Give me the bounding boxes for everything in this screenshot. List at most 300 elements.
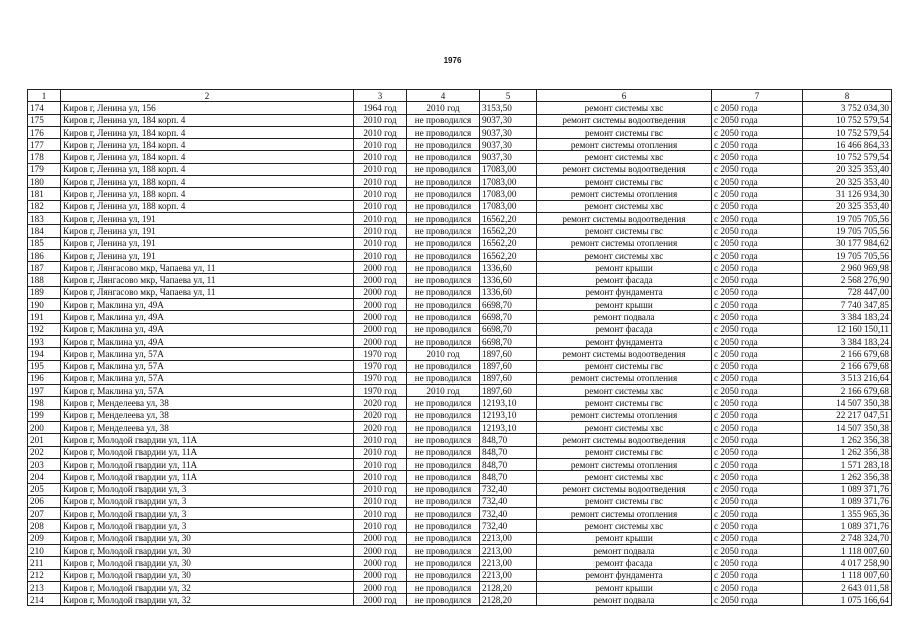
- row-number-cell: 210: [28, 544, 61, 556]
- cost-cell: 2 166 679,68: [803, 360, 892, 372]
- planned-period-cell: с 2050 года: [712, 581, 803, 593]
- row-number-cell: 204: [28, 471, 61, 483]
- table-row: [28, 471, 892, 483]
- planned-period-cell: с 2050 года: [712, 102, 803, 114]
- last-repair-cell: не проводился: [407, 311, 480, 323]
- last-repair-cell: 2010 год: [407, 102, 480, 114]
- cost-cell: 2 643 011,58: [803, 581, 892, 593]
- area-cell: 2213,00: [480, 544, 537, 556]
- last-repair-cell: не проводился: [407, 471, 480, 483]
- row-number-cell: 193: [28, 335, 61, 347]
- table-row: [28, 483, 892, 495]
- table-row: [28, 176, 892, 188]
- row-number-cell: 207: [28, 508, 61, 520]
- work-type-cell: ремонт системы хвс: [537, 102, 712, 114]
- work-type-cell: ремонт системы водоотведения: [537, 348, 712, 360]
- address-cell: Киров г, Ленина ул, 184 корп. 4: [61, 139, 354, 151]
- row-number-cell: 211: [28, 557, 61, 569]
- row-number-cell: 176: [28, 126, 61, 138]
- table-row: [28, 409, 892, 421]
- work-type-cell: ремонт системы хвс: [537, 385, 712, 397]
- last-repair-cell: не проводился: [407, 200, 480, 212]
- cost-cell: 19 705 705,56: [803, 225, 892, 237]
- table-row: [28, 139, 892, 151]
- planned-period-cell: с 2050 года: [712, 126, 803, 138]
- table-row: [28, 434, 892, 446]
- planned-period-cell: с 2050 года: [712, 360, 803, 372]
- work-type-cell: ремонт системы водоотведения: [537, 434, 712, 446]
- planned-period-cell: с 2050 года: [712, 323, 803, 335]
- address-cell: Киров г, Ленина ул, 188 корп. 4: [61, 200, 354, 212]
- row-number-cell: 177: [28, 139, 61, 151]
- row-number-cell: 213: [28, 581, 61, 593]
- area-cell: 17083,00: [480, 163, 537, 175]
- row-number-cell: 196: [28, 372, 61, 384]
- year-built-cell: 2010 год: [354, 434, 407, 446]
- planned-period-cell: с 2050 года: [712, 446, 803, 458]
- year-built-cell: 2010 год: [354, 520, 407, 532]
- year-built-cell: 2000 год: [354, 262, 407, 274]
- table-body: [28, 102, 892, 606]
- work-type-cell: ремонт системы водоотведения: [537, 163, 712, 175]
- area-cell: 732,40: [480, 495, 537, 507]
- area-cell: 848,70: [480, 446, 537, 458]
- cost-cell: 3 752 034,30: [803, 102, 892, 114]
- cost-cell: 20 325 353,40: [803, 163, 892, 175]
- row-number-cell: 202: [28, 446, 61, 458]
- table-row: [28, 581, 892, 593]
- year-built-cell: 2010 год: [354, 200, 407, 212]
- cost-cell: 2 568 276,90: [803, 274, 892, 286]
- year-built-cell: 2010 год: [354, 495, 407, 507]
- last-repair-cell: не проводился: [407, 458, 480, 470]
- work-type-cell: ремонт системы отопления: [537, 139, 712, 151]
- year-built-cell: 2010 год: [354, 151, 407, 163]
- work-type-cell: ремонт системы хвс: [537, 422, 712, 434]
- area-cell: 1897,60: [480, 360, 537, 372]
- cost-cell: 1 262 356,38: [803, 446, 892, 458]
- planned-period-cell: с 2050 года: [712, 532, 803, 544]
- year-built-cell: 2010 год: [354, 176, 407, 188]
- table-row: [28, 323, 892, 335]
- cost-cell: 3 513 216,64: [803, 372, 892, 384]
- planned-period-cell: с 2050 года: [712, 188, 803, 200]
- planned-period-cell: с 2050 года: [712, 114, 803, 126]
- planned-period-cell: с 2050 года: [712, 212, 803, 224]
- planned-period-cell: с 2050 года: [712, 422, 803, 434]
- page-number: 1976: [443, 56, 462, 65]
- last-repair-cell: не проводился: [407, 335, 480, 347]
- address-cell: Киров г, Молодой гвардии ул, 3: [61, 495, 354, 507]
- table-row: [28, 422, 892, 434]
- planned-period-cell: с 2050 года: [712, 176, 803, 188]
- last-repair-cell: не проводился: [407, 163, 480, 175]
- column-header-7: 7: [712, 90, 803, 102]
- table-row: [28, 237, 892, 249]
- table-row: [28, 225, 892, 237]
- year-built-cell: 2010 год: [354, 139, 407, 151]
- cost-cell: 1 075 166,64: [803, 594, 892, 606]
- table-row: [28, 495, 892, 507]
- year-built-cell: 2000 год: [354, 557, 407, 569]
- address-cell: Киров г, Ленина ул, 191: [61, 212, 354, 224]
- last-repair-cell: не проводился: [407, 237, 480, 249]
- planned-period-cell: с 2050 года: [712, 434, 803, 446]
- planned-period-cell: с 2050 года: [712, 495, 803, 507]
- planned-period-cell: с 2050 года: [712, 200, 803, 212]
- last-repair-cell: 2010 год: [407, 348, 480, 360]
- planned-period-cell: с 2050 года: [712, 409, 803, 421]
- column-header-1: 1: [28, 90, 61, 102]
- last-repair-cell: не проводился: [407, 532, 480, 544]
- cost-cell: 1 262 356,38: [803, 471, 892, 483]
- cost-cell: 19 705 705,56: [803, 249, 892, 261]
- cost-cell: 1 089 371,76: [803, 520, 892, 532]
- cost-cell: 10 752 579,54: [803, 114, 892, 126]
- work-type-cell: ремонт фундамента: [537, 286, 712, 298]
- row-number-cell: 178: [28, 151, 61, 163]
- last-repair-cell: не проводился: [407, 286, 480, 298]
- cost-cell: 3 384 183,24: [803, 311, 892, 323]
- area-cell: 12193,10: [480, 397, 537, 409]
- column-header-8: 8: [803, 90, 892, 102]
- address-cell: Киров г, Ленина ул, 188 корп. 4: [61, 163, 354, 175]
- table-row: [28, 569, 892, 581]
- table-row: [28, 212, 892, 224]
- address-cell: Киров г, Маклина ул, 57А: [61, 385, 354, 397]
- planned-period-cell: с 2050 года: [712, 348, 803, 360]
- year-built-cell: 2010 год: [354, 483, 407, 495]
- year-built-cell: 2000 год: [354, 335, 407, 347]
- year-built-cell: 2000 год: [354, 299, 407, 311]
- address-cell: Киров г, Молодой гвардии ул, 11А: [61, 458, 354, 470]
- year-built-cell: 1970 год: [354, 360, 407, 372]
- column-header-5: 5: [480, 90, 537, 102]
- address-cell: Киров г, Молодой гвардии ул, 30: [61, 544, 354, 556]
- year-built-cell: 1970 год: [354, 348, 407, 360]
- address-cell: Киров г, Маклина ул, 49А: [61, 335, 354, 347]
- area-cell: 17083,00: [480, 176, 537, 188]
- column-header-3: 3: [354, 90, 407, 102]
- last-repair-cell: не проводился: [407, 544, 480, 556]
- table-row: [28, 126, 892, 138]
- year-built-cell: 2010 год: [354, 163, 407, 175]
- row-number-cell: 187: [28, 262, 61, 274]
- address-cell: Киров г, Ленина ул, 191: [61, 249, 354, 261]
- last-repair-cell: не проводился: [407, 151, 480, 163]
- planned-period-cell: с 2050 года: [712, 594, 803, 606]
- work-type-cell: ремонт системы гвс: [537, 126, 712, 138]
- address-cell: Киров г, Ленина ул, 191: [61, 225, 354, 237]
- table-row: [28, 335, 892, 347]
- area-cell: 9037,30: [480, 114, 537, 126]
- cost-cell: 22 217 047,51: [803, 409, 892, 421]
- last-repair-cell: не проводился: [407, 372, 480, 384]
- planned-period-cell: с 2050 года: [712, 483, 803, 495]
- cost-cell: 4 017 258,90: [803, 557, 892, 569]
- cost-cell: 1 089 371,76: [803, 483, 892, 495]
- last-repair-cell: не проводился: [407, 360, 480, 372]
- area-cell: 732,40: [480, 520, 537, 532]
- cost-cell: 728 447,00: [803, 286, 892, 298]
- area-cell: 3153,50: [480, 102, 537, 114]
- address-cell: Киров г, Ленина ул, 188 корп. 4: [61, 188, 354, 200]
- last-repair-cell: не проводился: [407, 520, 480, 532]
- last-repair-cell: не проводился: [407, 114, 480, 126]
- address-cell: Киров г, Маклина ул, 49А: [61, 299, 354, 311]
- planned-period-cell: с 2050 года: [712, 163, 803, 175]
- work-type-cell: ремонт системы гвс: [537, 176, 712, 188]
- row-number-cell: 186: [28, 249, 61, 261]
- cost-cell: 1 355 965,36: [803, 508, 892, 520]
- table-row: [28, 594, 892, 606]
- last-repair-cell: не проводился: [407, 446, 480, 458]
- work-type-cell: ремонт системы гвс: [537, 446, 712, 458]
- address-cell: Киров г, Менделеева ул, 38: [61, 397, 354, 409]
- row-number-cell: 185: [28, 237, 61, 249]
- work-type-cell: ремонт крыши: [537, 532, 712, 544]
- planned-period-cell: с 2050 года: [712, 385, 803, 397]
- year-built-cell: 2000 год: [354, 274, 407, 286]
- area-cell: 17083,00: [480, 200, 537, 212]
- area-cell: 2213,00: [480, 557, 537, 569]
- last-repair-cell: не проводился: [407, 126, 480, 138]
- work-type-cell: ремонт системы водоотведения: [537, 212, 712, 224]
- year-built-cell: 2000 год: [354, 311, 407, 323]
- row-number-cell: 203: [28, 458, 61, 470]
- last-repair-cell: не проводился: [407, 323, 480, 335]
- cost-cell: 30 177 984,62: [803, 237, 892, 249]
- area-cell: 2213,00: [480, 532, 537, 544]
- address-cell: Киров г, Маклина ул, 49А: [61, 311, 354, 323]
- area-cell: 732,40: [480, 508, 537, 520]
- row-number-cell: 194: [28, 348, 61, 360]
- address-cell: Киров г, Ленина ул, 184 корп. 4: [61, 151, 354, 163]
- row-number-cell: 174: [28, 102, 61, 114]
- year-built-cell: 1970 год: [354, 372, 407, 384]
- address-cell: Киров г, Лянгасово мкр, Чапаева ул, 11: [61, 286, 354, 298]
- work-type-cell: ремонт системы отопления: [537, 237, 712, 249]
- address-cell: Киров г, Молодой гвардии ул, 11А: [61, 434, 354, 446]
- area-cell: 9037,30: [480, 126, 537, 138]
- last-repair-cell: не проводился: [407, 397, 480, 409]
- work-type-cell: ремонт системы хвс: [537, 151, 712, 163]
- area-cell: 848,70: [480, 458, 537, 470]
- row-number-cell: 182: [28, 200, 61, 212]
- area-cell: 1336,60: [480, 274, 537, 286]
- work-type-cell: ремонт системы отопления: [537, 188, 712, 200]
- year-built-cell: 2020 год: [354, 422, 407, 434]
- table-row: [28, 262, 892, 274]
- planned-period-cell: с 2050 года: [712, 335, 803, 347]
- row-number-cell: 180: [28, 176, 61, 188]
- row-number-cell: 201: [28, 434, 61, 446]
- row-number-cell: 209: [28, 532, 61, 544]
- area-cell: 6698,70: [480, 323, 537, 335]
- area-cell: 1897,60: [480, 385, 537, 397]
- year-built-cell: 1964 год: [354, 102, 407, 114]
- work-type-cell: ремонт системы отопления: [537, 372, 712, 384]
- year-built-cell: 2010 год: [354, 237, 407, 249]
- address-cell: Киров г, Маклина ул, 57А: [61, 372, 354, 384]
- area-cell: 1897,60: [480, 348, 537, 360]
- table-row: [28, 397, 892, 409]
- row-number-cell: 195: [28, 360, 61, 372]
- year-built-cell: 2000 год: [354, 323, 407, 335]
- work-type-cell: ремонт фасада: [537, 557, 712, 569]
- planned-period-cell: с 2050 года: [712, 274, 803, 286]
- cost-cell: 2 166 679,68: [803, 348, 892, 360]
- year-built-cell: 2010 год: [354, 225, 407, 237]
- area-cell: 12193,10: [480, 409, 537, 421]
- work-type-cell: ремонт системы гвс: [537, 495, 712, 507]
- address-cell: Киров г, Ленина ул, 184 корп. 4: [61, 114, 354, 126]
- table-row: [28, 114, 892, 126]
- address-cell: Киров г, Молодой гвардии ул, 32: [61, 594, 354, 606]
- header-row: [28, 90, 892, 102]
- address-cell: Киров г, Менделеева ул, 38: [61, 422, 354, 434]
- last-repair-cell: не проводился: [407, 262, 480, 274]
- address-cell: Киров г, Маклина ул, 57А: [61, 360, 354, 372]
- table-row: [28, 151, 892, 163]
- work-type-cell: ремонт системы гвс: [537, 397, 712, 409]
- address-cell: Киров г, Ленина ул, 188 корп. 4: [61, 176, 354, 188]
- cost-cell: 12 160 150,11: [803, 323, 892, 335]
- row-number-cell: 181: [28, 188, 61, 200]
- row-number-cell: 200: [28, 422, 61, 434]
- work-type-cell: ремонт системы водоотведения: [537, 483, 712, 495]
- cost-cell: 10 752 579,54: [803, 151, 892, 163]
- table-header: [28, 90, 892, 102]
- last-repair-cell: не проводился: [407, 557, 480, 569]
- planned-period-cell: с 2050 года: [712, 520, 803, 532]
- year-built-cell: 2010 год: [354, 471, 407, 483]
- last-repair-cell: не проводился: [407, 594, 480, 606]
- cost-cell: 1 262 356,38: [803, 434, 892, 446]
- address-cell: Киров г, Молодой гвардии ул, 30: [61, 569, 354, 581]
- cost-cell: 1 571 283,18: [803, 458, 892, 470]
- area-cell: 9037,30: [480, 139, 537, 151]
- year-built-cell: 2020 год: [354, 409, 407, 421]
- work-type-cell: ремонт подвала: [537, 594, 712, 606]
- cost-cell: 7 740 347,85: [803, 299, 892, 311]
- work-type-cell: ремонт фундамента: [537, 569, 712, 581]
- planned-period-cell: с 2050 года: [712, 225, 803, 237]
- last-repair-cell: не проводился: [407, 581, 480, 593]
- work-type-cell: ремонт системы хвс: [537, 249, 712, 261]
- table-row: [28, 274, 892, 286]
- work-type-cell: ремонт системы хвс: [537, 520, 712, 532]
- last-repair-cell: не проводился: [407, 409, 480, 421]
- area-cell: 6698,70: [480, 299, 537, 311]
- row-number-cell: 208: [28, 520, 61, 532]
- row-number-cell: 189: [28, 286, 61, 298]
- work-type-cell: ремонт системы отопления: [537, 458, 712, 470]
- year-built-cell: 2000 год: [354, 532, 407, 544]
- area-cell: 848,70: [480, 471, 537, 483]
- last-repair-cell: не проводился: [407, 422, 480, 434]
- cost-cell: 3 384 183,24: [803, 335, 892, 347]
- address-cell: Киров г, Молодой гвардии ул, 32: [61, 581, 354, 593]
- table-row: [28, 249, 892, 261]
- area-cell: 1336,60: [480, 286, 537, 298]
- row-number-cell: 184: [28, 225, 61, 237]
- address-cell: Киров г, Ленина ул, 156: [61, 102, 354, 114]
- planned-period-cell: с 2050 года: [712, 249, 803, 261]
- area-cell: 16562,20: [480, 212, 537, 224]
- year-built-cell: 1970 год: [354, 385, 407, 397]
- last-repair-cell: не проводился: [407, 188, 480, 200]
- row-number-cell: 191: [28, 311, 61, 323]
- table-row: [28, 286, 892, 298]
- work-type-cell: ремонт системы отопления: [537, 508, 712, 520]
- planned-period-cell: с 2050 года: [712, 397, 803, 409]
- year-built-cell: 2010 год: [354, 188, 407, 200]
- last-repair-cell: не проводился: [407, 508, 480, 520]
- area-cell: 1897,60: [480, 372, 537, 384]
- last-repair-cell: не проводился: [407, 249, 480, 261]
- area-cell: 732,40: [480, 483, 537, 495]
- work-type-cell: ремонт системы хвс: [537, 200, 712, 212]
- address-cell: Киров г, Молодой гвардии ул, 3: [61, 483, 354, 495]
- last-repair-cell: не проводился: [407, 495, 480, 507]
- planned-period-cell: с 2050 года: [712, 458, 803, 470]
- last-repair-cell: не проводился: [407, 139, 480, 151]
- row-number-cell: 175: [28, 114, 61, 126]
- address-cell: Киров г, Маклина ул, 57А: [61, 348, 354, 360]
- planned-period-cell: с 2050 года: [712, 557, 803, 569]
- work-type-cell: ремонт системы гвс: [537, 360, 712, 372]
- planned-period-cell: с 2050 года: [712, 237, 803, 249]
- row-number-cell: 183: [28, 212, 61, 224]
- table-row: [28, 385, 892, 397]
- planned-period-cell: с 2050 года: [712, 508, 803, 520]
- area-cell: 17083,00: [480, 188, 537, 200]
- work-type-cell: ремонт крыши: [537, 581, 712, 593]
- year-built-cell: 2010 год: [354, 126, 407, 138]
- year-built-cell: 2000 год: [354, 286, 407, 298]
- address-cell: Киров г, Ленина ул, 191: [61, 237, 354, 249]
- planned-period-cell: с 2050 года: [712, 262, 803, 274]
- last-repair-cell: не проводился: [407, 434, 480, 446]
- row-number-cell: 206: [28, 495, 61, 507]
- work-type-cell: ремонт фасада: [537, 274, 712, 286]
- year-built-cell: 2010 год: [354, 446, 407, 458]
- cost-cell: 1 118 007,60: [803, 569, 892, 581]
- last-repair-cell: не проводился: [407, 569, 480, 581]
- table-row: [28, 299, 892, 311]
- area-cell: 9037,30: [480, 151, 537, 163]
- table-row: [28, 311, 892, 323]
- work-type-cell: ремонт подвала: [537, 311, 712, 323]
- cost-cell: 2 166 679,68: [803, 385, 892, 397]
- work-type-cell: ремонт системы отопления: [537, 409, 712, 421]
- work-type-cell: ремонт системы хвс: [537, 471, 712, 483]
- area-cell: 16562,20: [480, 249, 537, 261]
- last-repair-cell: не проводился: [407, 299, 480, 311]
- year-built-cell: 2000 год: [354, 581, 407, 593]
- table-row: [28, 372, 892, 384]
- area-cell: 848,70: [480, 434, 537, 446]
- planned-period-cell: с 2050 года: [712, 139, 803, 151]
- planned-period-cell: с 2050 года: [712, 286, 803, 298]
- area-cell: 2213,00: [480, 569, 537, 581]
- cost-cell: 20 325 353,40: [803, 200, 892, 212]
- address-cell: Киров г, Молодой гвардии ул, 11А: [61, 471, 354, 483]
- planned-period-cell: с 2050 года: [712, 372, 803, 384]
- planned-period-cell: с 2050 года: [712, 299, 803, 311]
- table-row: [28, 557, 892, 569]
